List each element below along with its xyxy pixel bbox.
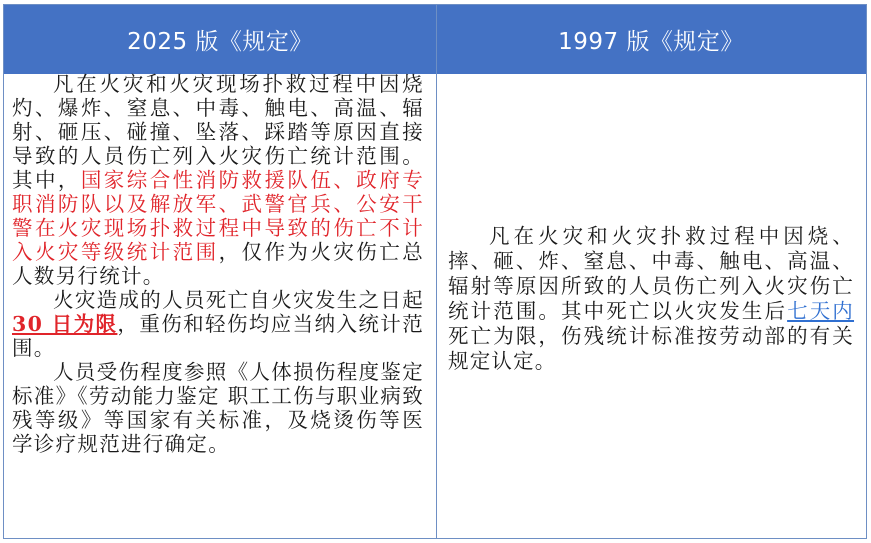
text-scope-note: ，仅作为火灾伤亡总人数另行统计。 (12, 240, 424, 288)
text-1997-tail: 死亡为限，伤残统计标准按劳动部的有关规定认定。 (448, 324, 854, 373)
text-1997-intro: 凡在火灾和火灾扑救过程中因烧、摔、砸、炸、窒息、中毒、触电、高温、辐射等原因所致的人员伤亡列入火灾伤亡统计范围。其中死亡以火灾发生后 (448, 224, 854, 323)
text-injury-note: ，重伤和轻伤均应当纳入统计范围。 (12, 312, 425, 360)
paragraph-casualty-scope (12, 72, 424, 288)
text-death-intro: 火灾造成的人员死亡自火灾发生之日起 (53, 288, 424, 312)
header-1997-version: 1997 版《规定》 (558, 29, 744, 55)
column-divider (436, 5, 437, 538)
header-2025-version: 2025 版《规定》 (127, 29, 313, 55)
text-7-day-highlight: 七天内 (787, 299, 855, 323)
text-scope-intro: 凡在火灾和火灾现场扑救过程中因烧灼、爆炸、窒息、中毒、触电、高温、辐射、砸压、碰撞、坠落、踩踏等原因直接导致的人员伤亡列入火灾伤亡统计范围。其中， (12, 72, 424, 192)
paragraph-1997-rule (448, 224, 854, 374)
cell-2025-content (12, 72, 424, 456)
text-exclusion-highlight: 国家综合性消防救援队伍、政府专职消防队以及解放军、武警官兵、公安干警在火灾现场扑救过程中导致的伤亡不计入火灾等级统计范围 (12, 168, 424, 264)
paragraph-injury-standard: 人员受伤程度参照《人体损伤程度鉴定标准》《劳动能力鉴定 职工工伤与职业病致残等级》等国家有关标准，及烧烫伤等医学诊疗规范进行确定。 (12, 360, 424, 456)
table-header-row (4, 5, 866, 74)
text-30-day-highlight: 30 日为限 (12, 312, 118, 336)
cell-1997-content (448, 224, 854, 374)
paragraph-death-period (12, 288, 424, 360)
